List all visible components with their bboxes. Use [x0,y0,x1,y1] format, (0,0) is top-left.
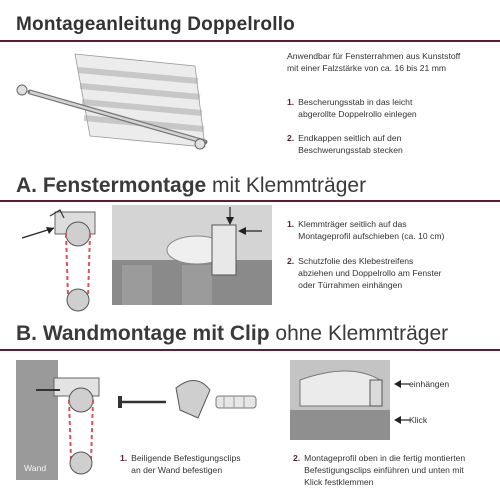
step-text: Klemmträger seitlich auf das Montageprofil aufschieben (ca. 10 cm) [298,219,445,241]
step-text: Montageprofil oben in die fertig montierten Befestigungsclips einführen und unten mit Klick festklemmen [304,453,466,487]
step-text: Beiligende Befestigungsclips an der Wand befestigen [131,453,241,475]
clamp-bracket-diagram [20,208,110,318]
section-a-heading [16,174,366,198]
step-number: 1. [287,97,295,107]
section-b-divider [0,349,500,351]
section-a-rest: mit Klemmträger [206,174,367,197]
section-a-bold: A. Fenstermontage [16,174,207,197]
callout-klick: Klick [409,415,428,425]
step-number: 2. [287,256,295,266]
step-number: 1. [120,453,128,463]
window-mounting-photo [112,205,272,305]
step-number: 1. [287,219,295,229]
section-b-bold: B. Wandmontage mit Clip [16,322,270,345]
step-text: Endkappen seitlich auf den Beschwerungsstab stecken [298,133,403,155]
profile-click-photo [290,360,390,440]
double-blind-illustration [10,52,220,162]
section-b-step-1 [120,452,241,476]
section-b-rest: ohne Klemmträger [269,322,449,345]
step-number: 2. [293,453,301,463]
intro-text: Anwendbar für Fensterrahmen aus Kunststoff mit einer Falzstärke von ca. 16 bis 21 mm [287,51,461,73]
section-b-heading [16,322,448,346]
section-b-step-2 [293,452,465,488]
header-step-2 [287,132,403,156]
wall-label: Wand [24,463,47,473]
step-text: Schutzfolie des Klebestreifens abziehen und Doppelrollo am Fenster oder Türrahmen einhängen [298,256,442,290]
section-a-divider [0,200,500,202]
header-step-1 [287,96,417,120]
screw-and-clip-parts [118,370,268,440]
step-text: Bescherungsstab in das leicht abgerollte Doppelrollo einlegen [298,97,417,119]
callout-einhaengen: einhängen [409,379,450,389]
section-a-step-2 [287,255,442,291]
header-divider [0,40,500,42]
page-title: Montageanleitung Doppelrollo [16,14,295,35]
step-number: 2. [287,133,295,143]
section-a-step-1 [287,218,444,242]
